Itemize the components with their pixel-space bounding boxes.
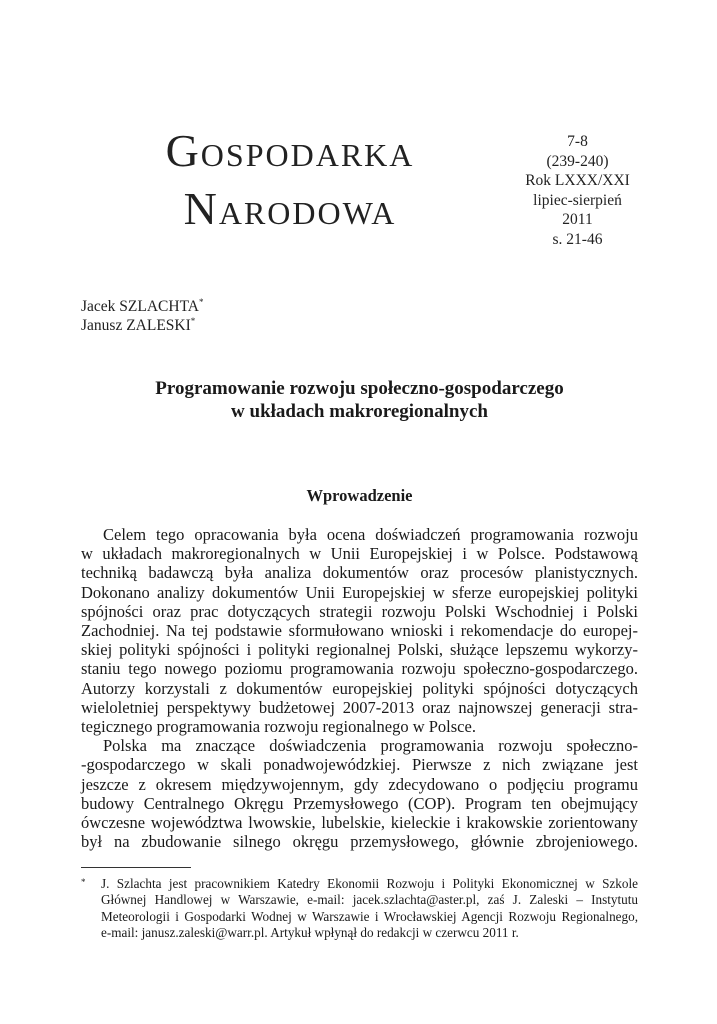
article-title	[81, 377, 638, 423]
author	[81, 316, 204, 335]
footnote-line: e-mail: janusz.zaleski@warr.pl. Artykuł wpłynął do redakcji w czerwcu 2011 r.	[101, 925, 519, 941]
issue-months: lipiec-sierpień	[533, 191, 622, 209]
footnote-marker: *	[81, 877, 86, 887]
author-list	[81, 297, 204, 335]
body-line: Polska ma znaczące doświadczenia programowania rozwoju społeczno-	[103, 736, 638, 756]
author-name: Janusz ZALESKI	[81, 317, 191, 334]
author	[81, 297, 204, 316]
footnote-marker: *	[190, 315, 196, 326]
article-title-line-1: Programowanie rozwoju społeczno-gospodarczego	[155, 378, 564, 399]
footnote-line: Głównej Handlowej w Warszawie, e-mail: jacek.szlachta@aster.pl, zaś J. Zaleski – Instytutu	[101, 892, 638, 908]
journal-title-line-1: Gospodarka	[165, 125, 415, 176]
body-line: -gospodarczego w skali ponadwojewódzkiej. Pierwsze z nich związane jest	[81, 755, 638, 775]
body-line: techniką badawczą była analiza dokumentów oraz procesów planistycznych.	[81, 563, 638, 583]
body-text	[81, 525, 638, 851]
section-heading: Wprowadzenie	[306, 486, 413, 505]
body-line: Dokonano analizy dokumentów Unii Europejskiej w sferze europejskiej polityki	[81, 582, 638, 602]
body-line: ówczesne województwa lwowskie, lubelskie, kieleckie i krakowskie zorientowany	[81, 813, 638, 833]
body-line: jeszcze z okresem międzywojennym, gdy zdecydowano o podjęciu programu	[81, 774, 638, 794]
issue-cumulative-number: (239-240)	[546, 152, 609, 170]
issue-year: 2011	[562, 211, 593, 229]
body-line: Autorzy korzystali z dokumentów europejskiej polityki spójności dotyczących	[81, 678, 638, 698]
issue-number: 7-8	[567, 133, 588, 150]
body-line: w układach makroregionalnych w Unii Europejskiej i w Polsce. Podstawową	[81, 544, 638, 564]
body-line: tegicznego programowania rozwoju regionalnego w Polsce.	[81, 717, 476, 737]
body-line: Celem tego opracowania była ocena doświadczeń programowania rozwoju	[103, 525, 638, 544]
body-line: Zachodniej. Na tej podstawie sformułowano wnioski i rekomendacje do europej-	[81, 621, 638, 641]
body-line: wieloletniej perspektywy budżetowej 2007-2013 oraz najnowszej generacji stra-	[81, 697, 638, 717]
body-line: był na zbudowanie silnego okręgu przemysłowego, głównie zbrojeniowego.	[81, 832, 638, 852]
footnote-divider	[81, 867, 191, 868]
article-title-line-2: w układach makroregionalnych	[231, 401, 488, 422]
footnote-marker: *	[199, 296, 204, 307]
footnote-line: J. Szlachta jest pracownikiem Katedry Ekonomii Rozwoju i Polityki Ekonomicznej w Szkole	[101, 876, 638, 891]
body-line: budowy Centralnego Okręgu Przemysłowego (COP). Program ten obejmujący	[81, 793, 638, 813]
footnote-line: Meteorologii i Gospodarki Wodnej w Warszawie i Wrocławskiej Agencji Rozwoju Regionalnego,	[101, 908, 638, 924]
issue-pages: s. 21-46	[552, 230, 603, 248]
issue-year-volume: Rok LXXX/XXI	[525, 172, 630, 190]
journal-title-line-2: Narodowa	[183, 183, 397, 234]
issue-info	[510, 132, 645, 250]
body-line: staniu tego nowego poziomu programowania rozwoju społeczno-gospodarczego.	[81, 659, 638, 679]
body-line: spójności oraz prac dotyczących strategii rozwoju Polski Wschodniej i Polski	[81, 601, 638, 621]
journal-title	[100, 122, 480, 238]
body-line: skiej polityki spójności i polityki regionalnej Polski, służące lepszemu wykorzy-	[81, 640, 638, 660]
footnote	[81, 876, 638, 942]
author-name: Jacek SZLACHTA	[81, 298, 199, 315]
